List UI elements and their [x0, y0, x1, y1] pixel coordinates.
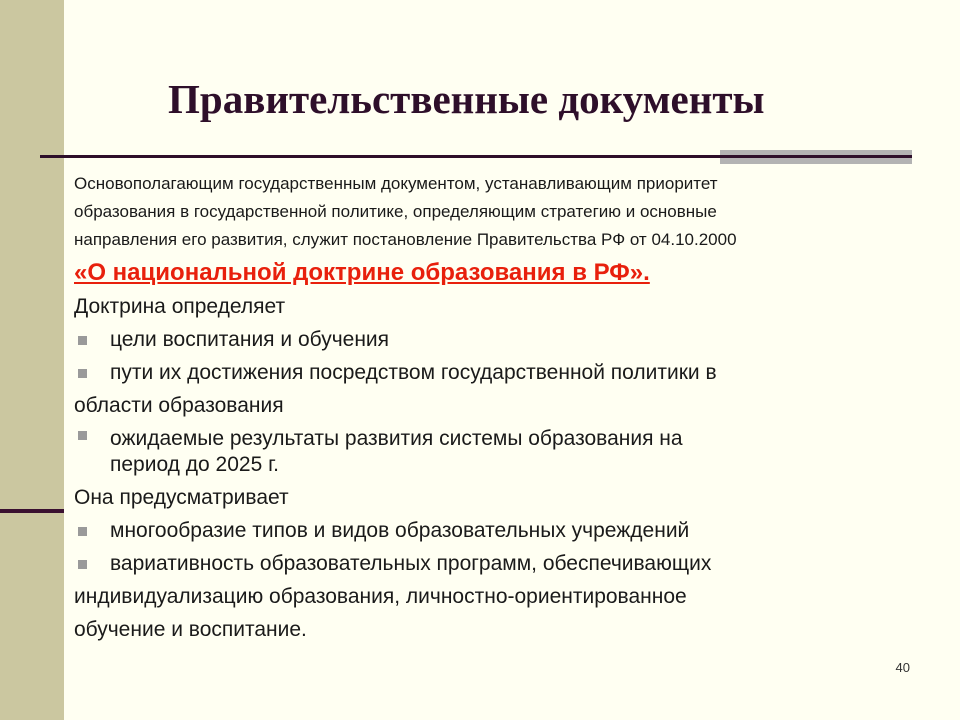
list-item-continuation: индивидуализацию образования, личностно-ориентированное [74, 585, 687, 608]
list-item [74, 514, 924, 547]
left-band-divider [0, 509, 64, 513]
list-item-text: ожидаемые результаты развития системы образования на [110, 427, 683, 450]
square-bullet-icon [78, 369, 87, 378]
slide-body [74, 170, 924, 646]
defines-heading: Доктрина определяет [74, 295, 286, 318]
left-decor-band [0, 0, 64, 720]
intro-line: образования в государственной политике, определяющим стратегию и основные [74, 202, 717, 221]
slide-title: Правительственные документы [168, 76, 765, 122]
list-item [74, 323, 924, 356]
list-item-text: многообразие типов и видов образовательных учреждений [110, 519, 690, 542]
square-bullet-icon [78, 336, 87, 345]
list-item [74, 422, 924, 481]
doctrine-title: «О национальной доктрине образования в РФ». [74, 259, 650, 286]
list-item [74, 356, 924, 389]
intro-paragraph [74, 170, 924, 254]
list-item-continuation: области образования [74, 394, 284, 417]
square-bullet-icon [78, 560, 87, 569]
list-item [74, 547, 924, 580]
intro-line: направления его развития, служит постановление Правительства РФ от 04.10.2000 [74, 230, 737, 249]
list-item-continuation: обучение и воспитание. [74, 618, 307, 641]
page-number: 40 [895, 660, 910, 675]
list-item-text: вариативность образовательных программ, обеспечивающих [110, 552, 712, 575]
list-item-text: цели воспитания и обучения [110, 328, 390, 351]
square-bullet-icon [78, 527, 87, 536]
intro-line: Основополагающим государственным документом, устанавливающим приоритет [74, 174, 718, 193]
title-accent-line [720, 156, 912, 158]
provides-heading: Она предусматривает [74, 486, 289, 509]
square-bullet-icon [78, 431, 87, 440]
list-item-text: пути их достижения посредством государственной политики в [110, 361, 717, 384]
list-item-text: период до 2025 г. [110, 453, 280, 476]
